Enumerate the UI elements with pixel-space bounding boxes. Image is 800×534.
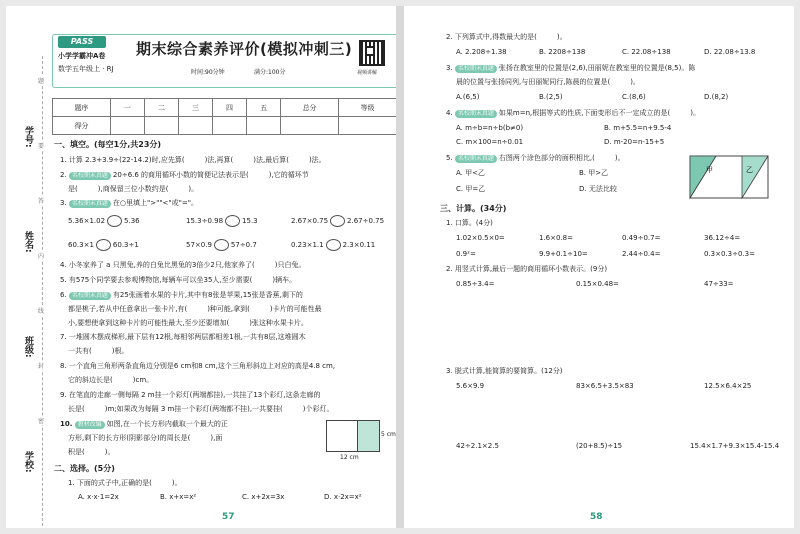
- question-9-cont: 长是( )m;如果改为每隔 3 m挂一个彩灯(两端都不挂),一共要挂( )个彩灯。: [68, 405, 334, 413]
- oral-calc-item[interactable]: 1.6×0.8=: [539, 234, 573, 242]
- select-question-4: 4. 名校期末真题 如果m=n,根据等式的性质,下面变形后不一定成立的是( )。: [446, 109, 700, 117]
- label-school: 学校:: [23, 451, 33, 473]
- stepwise-calc-item[interactable]: 42÷2.1×2.5: [456, 442, 499, 450]
- oral-calc-item[interactable]: 1.02×0.5×0=: [456, 234, 505, 242]
- select-question-2: 2. 下列算式中,得数最大的是( )。: [446, 33, 567, 41]
- score-header: 题序: [53, 99, 111, 117]
- option[interactable]: B. 2208÷138: [539, 48, 586, 56]
- stepwise-calc-item[interactable]: 5.6×9.9: [456, 382, 485, 390]
- question-5: 5. 有575个同学要去参观博物馆,每辆车可以坐35人,至少需要( )辆车。: [60, 276, 297, 284]
- select-question-5: 5. 名校期末真题 右图两个涂色部分的面积相比,( )。: [446, 154, 625, 162]
- option[interactable]: A. x·x·1=2x: [78, 493, 119, 501]
- region-label-yi: 乙: [746, 166, 753, 174]
- option[interactable]: A. 2.208÷1.38: [456, 48, 507, 56]
- oral-calc-item[interactable]: 0.3×0.3÷0.3=: [704, 250, 755, 258]
- question-7-cont: 一共有( )根。: [68, 347, 129, 355]
- label-class: 班级:: [23, 336, 33, 358]
- book-gutter: [396, 6, 404, 528]
- tag-badge: 教材改编: [75, 421, 105, 429]
- vertical-calc-item[interactable]: 0.85÷3.4=: [456, 280, 495, 288]
- oral-calc-item[interactable]: 9.9+0.1÷10=: [539, 250, 588, 258]
- compare-item: 5.36×1.02 5.36: [68, 217, 140, 225]
- question-10-cont: 积是( )。: [68, 448, 115, 456]
- option[interactable]: B.(2,5): [539, 93, 563, 101]
- question-1: 1. 计算 2.3+3.9÷(22-14.2)时,应先算( )法,再算( )法,最后算( )法。: [60, 156, 326, 164]
- area-compare-figure: [688, 154, 770, 200]
- tag-badge: 名校期末真题: [69, 200, 111, 208]
- tag-badge: 名校期末真题: [455, 155, 497, 163]
- qr-caption: 视频讲解: [357, 70, 378, 76]
- section-heading: 一、填空。(每空1分,共23分): [54, 140, 162, 149]
- page-number: 58: [590, 512, 603, 522]
- vertical-calc-item[interactable]: 47÷33=: [704, 280, 734, 288]
- full-score: 满分:100分: [254, 69, 286, 76]
- option[interactable]: D. 无法比较: [579, 185, 617, 193]
- seal-mark: 答: [38, 198, 45, 205]
- qr-code-icon[interactable]: [359, 40, 385, 66]
- option[interactable]: D. m-20=n-15+5: [604, 138, 665, 146]
- seal-mark: 封: [38, 363, 45, 370]
- option[interactable]: C. 甲=乙: [456, 185, 486, 193]
- compare-item: 60.3×1 60.3÷1: [68, 241, 139, 249]
- question-6-cont: 小,要想使拿到这种卡片的可能性最大,至少还要增加( )张这种水果卡片。: [68, 319, 308, 327]
- option[interactable]: A. 甲<乙: [456, 169, 485, 177]
- label-student-id: 学号:: [23, 126, 33, 148]
- score-row-label: 得分: [53, 117, 111, 135]
- compare-item: 15.3÷0.98 15.3: [186, 217, 258, 225]
- score-header: 五: [247, 99, 281, 117]
- compare-circle[interactable]: [330, 215, 345, 227]
- calc-subheading: 3. 脱式计算,能简算的要简算。(12分): [446, 367, 563, 375]
- option[interactable]: C. x+2x=3x: [242, 493, 285, 501]
- question-8: 8. 一个直角三角形两条直角边分别是6 cm和8 cm,这个三角形斜边上对应的高是4.8 cm,: [60, 362, 336, 370]
- question-7: 7. 一堆圆木摆成梯形,最下层有12根,每相邻两层都相差1根,一共有8层,这堆圆木: [60, 333, 306, 341]
- select-question-3: 3. 名校期末真题 张扬在教室里的位置是(2,6),田丽妮在教室里的位置是(8,5)。陈: [446, 64, 696, 72]
- score-cell[interactable]: [178, 117, 212, 135]
- oral-calc-item[interactable]: 0.49÷0.7=: [622, 234, 661, 242]
- section-heading: 三、计算。(34分): [440, 204, 507, 213]
- score-cell[interactable]: [339, 117, 397, 135]
- option[interactable]: B. x+x=x²: [160, 493, 197, 501]
- tag-badge: 名校期末真题: [69, 172, 111, 180]
- region-label-jia: 甲: [706, 166, 713, 174]
- seal-mark: 内: [38, 253, 45, 260]
- label-name: 姓名:: [23, 231, 33, 253]
- option[interactable]: C.(8,6): [622, 93, 646, 101]
- page-number: 57: [222, 512, 235, 522]
- oral-calc-item[interactable]: 2.44÷0.4=: [622, 250, 661, 258]
- question-6: 6. 名校期末真题 有25张画着水果的卡片,其中有8张是苹果,15张是香蕉,剩下的: [60, 291, 303, 299]
- square-region: [327, 421, 358, 451]
- pass-logo: PASS: [58, 36, 106, 48]
- stepwise-calc-item[interactable]: 12.5×6.4×25: [704, 382, 752, 390]
- seal-mark: 密: [38, 418, 45, 425]
- seal-line: [42, 56, 43, 526]
- oral-calc-item[interactable]: 36.12÷4=: [704, 234, 741, 242]
- series-name: 小学学霸冲A卷: [58, 52, 106, 60]
- option[interactable]: A. m÷b=n÷b(b≠0): [456, 124, 524, 132]
- grade-label: 数学五年级上 · RJ: [58, 65, 114, 73]
- time-limit: 时间:90分钟: [191, 69, 225, 76]
- score-header: 三: [178, 99, 212, 117]
- question-4: 4. 小冬家养了 a 只黑兔,养的白兔比黑兔的3倍少2只,他家养了( )只白兔。: [60, 261, 306, 269]
- question-9: 9. 在笔直的走廊一侧每隔 2 m挂一个彩灯(两端都挂),一共挂了13个彩灯,这条走廊的: [60, 391, 321, 399]
- section-heading: 二、选择。(5分): [54, 464, 115, 473]
- select-question-1: 1. 下面的式子中,正确的是( )。: [68, 479, 182, 487]
- score-cell[interactable]: [247, 117, 281, 135]
- seal-mark: 线: [38, 308, 45, 315]
- question-2: 2. 名校期末真题 20÷6.6 的商用循环小数的简便记法表示是( ),它的循环节: [60, 171, 309, 179]
- compare-item: 2.67×0.75 2.67÷0.75: [291, 217, 385, 225]
- stepwise-calc-item[interactable]: 15.4×1.7+9.3×15.4-15.4: [690, 442, 780, 450]
- tag-badge: 名校期末真题: [455, 65, 497, 73]
- figure-height-label: 5 cm: [381, 431, 396, 438]
- option[interactable]: D. x·2x=x²: [324, 493, 362, 501]
- option[interactable]: C. 22.08÷138: [622, 48, 671, 56]
- compare-circle[interactable]: [96, 239, 111, 251]
- score-header: 等级: [339, 99, 397, 117]
- option[interactable]: A.(6,5): [456, 93, 480, 101]
- left-page: [6, 6, 396, 528]
- option[interactable]: D. 22.08÷13.8: [704, 48, 756, 56]
- option[interactable]: B. 甲>乙: [579, 169, 609, 177]
- right-page: [404, 6, 794, 528]
- score-cell[interactable]: [213, 117, 247, 135]
- question-2-cont: 是( ),商保留三位小数约是( )。: [68, 185, 199, 193]
- calc-subheading: 2. 用竖式计算,最后一题的商用循环小数表示。(9分): [446, 265, 608, 273]
- compare-circle[interactable]: [225, 215, 240, 227]
- question-3: 3. 名校期末真题 在○里填上">""<"或"="。: [60, 199, 198, 207]
- option[interactable]: D.(8,2): [704, 93, 729, 101]
- rectangle-figure: [326, 420, 380, 452]
- question-10-cont: 方形,剩下的长方形(阴影部分)的周长是( ),面: [68, 434, 223, 442]
- score-cell[interactable]: [110, 117, 144, 135]
- score-header: 一: [110, 99, 144, 117]
- exam-title: 期末综合素养评价(模拟冲刺三): [136, 40, 353, 58]
- stepwise-calc-item[interactable]: 83×6.5+3.5×83: [576, 382, 634, 390]
- calc-subheading: 1. 口算。(4分): [446, 219, 493, 227]
- question-8-cont: 它的斜边长是( )cm。: [68, 376, 154, 384]
- score-cell[interactable]: [144, 117, 178, 135]
- score-header: 四: [213, 99, 247, 117]
- oral-calc-item[interactable]: 0.9²=: [456, 250, 476, 258]
- seal-mark: 题: [38, 78, 45, 85]
- tag-badge: 名校期末真题: [69, 292, 111, 300]
- question-6-cont: 都是桃子,若从中任意拿出一张卡片,有( )种可能,拿到( )卡片的可能性最: [68, 305, 322, 313]
- score-cell[interactable]: [281, 117, 339, 135]
- figure-width-label: 12 cm: [340, 454, 359, 461]
- student-info-sidebar: [6, 6, 52, 528]
- select-question-3-cont: 晨的位置与张扬同列,与田丽妮同行,陈晨的位置是( )。: [456, 78, 640, 86]
- compare-circle[interactable]: [214, 239, 229, 251]
- option[interactable]: B. m+5.5=n+9.5-4: [604, 124, 672, 132]
- seal-mark: 要: [38, 143, 45, 150]
- option[interactable]: C. m×100=n÷0.01: [456, 138, 524, 146]
- stepwise-calc-item[interactable]: (20+8.5)÷15: [576, 442, 623, 450]
- compare-item: 57×0.9 57÷0.7: [186, 241, 257, 249]
- compare-circle[interactable]: [326, 239, 341, 251]
- score-table: [52, 98, 397, 135]
- compare-item: 0.23×1.1 2.3×0.11: [291, 241, 376, 249]
- compare-circle[interactable]: [107, 215, 122, 227]
- vertical-calc-item[interactable]: 0.15×0.48=: [576, 280, 619, 288]
- score-header: 总分: [281, 99, 339, 117]
- tag-badge: 名校期末真题: [455, 110, 497, 118]
- score-header: 二: [144, 99, 178, 117]
- shaded-region: [358, 421, 379, 451]
- question-10: 10. 教材改编 如图,在一个长方形内截取一个最大的正: [60, 420, 228, 428]
